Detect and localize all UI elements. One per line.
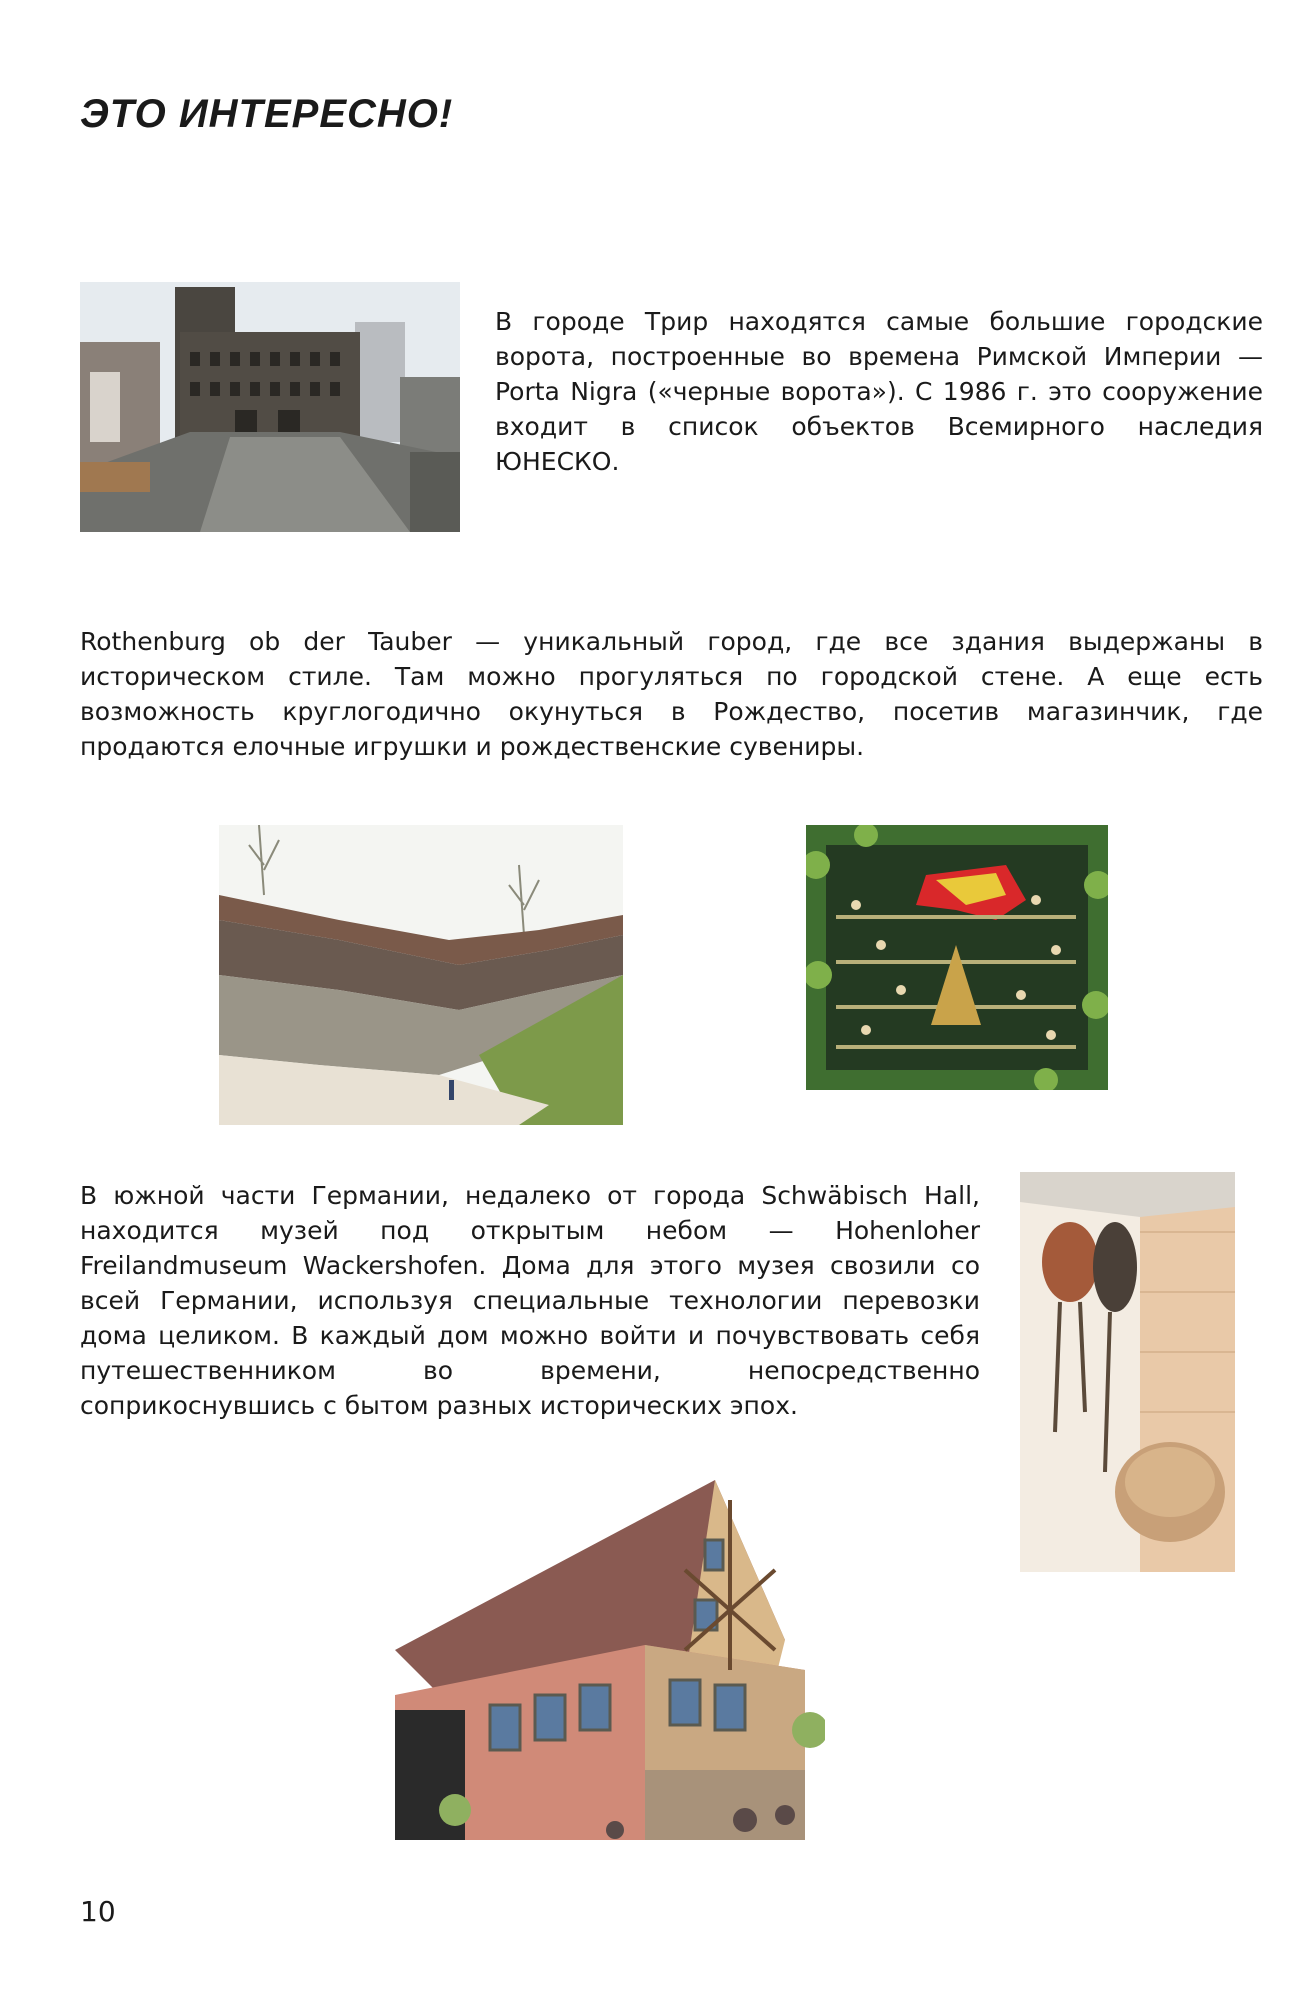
wackershofen-paragraph: В южной части Германии, недалеко от города Schwäbisch Hall, находится музей под открытым небом — Hohenloher Freilandmuseum Wackershofen. Дома для этого музея свозили со всей Германии, используя специальные технологии перевозки дома целиком. В каждый дом можно войти и почувствовать себя путешественником во времени, непосредственно соприкоснувшись с бытом разных исторических эпох. [80, 1181, 980, 1420]
page-title: ЭТО ИНТЕРЕСНО! [80, 92, 454, 136]
rothenburg-paragraph: Rothenburg ob der Tauber — уникальный город, где все здания выдержаны в историческом стиле. Там можно прогуляться по городской стене. А еще есть возможность круглогодично окунуться в Рождество, посетив магазинчик, где продаются елочные игрушки и рождественские сувениры. [80, 627, 1263, 761]
half-timbered-house-photo [395, 1480, 825, 1840]
page-number: 10 [80, 1895, 116, 1928]
trier-paragraph: В городе Трир находятся самые большие городские ворота, построенные во времена Римской Империи — Porta Nigra («черные ворота»). С 1986 г. это сооружение входит в список объектов Всемирного наследия ЮНЕСКО. [495, 307, 1263, 476]
porta-nigra-photo [80, 282, 460, 532]
city-wall-photo [219, 825, 623, 1125]
christmas-shop-photo [806, 825, 1108, 1090]
museum-interior-photo [1020, 1172, 1235, 1572]
